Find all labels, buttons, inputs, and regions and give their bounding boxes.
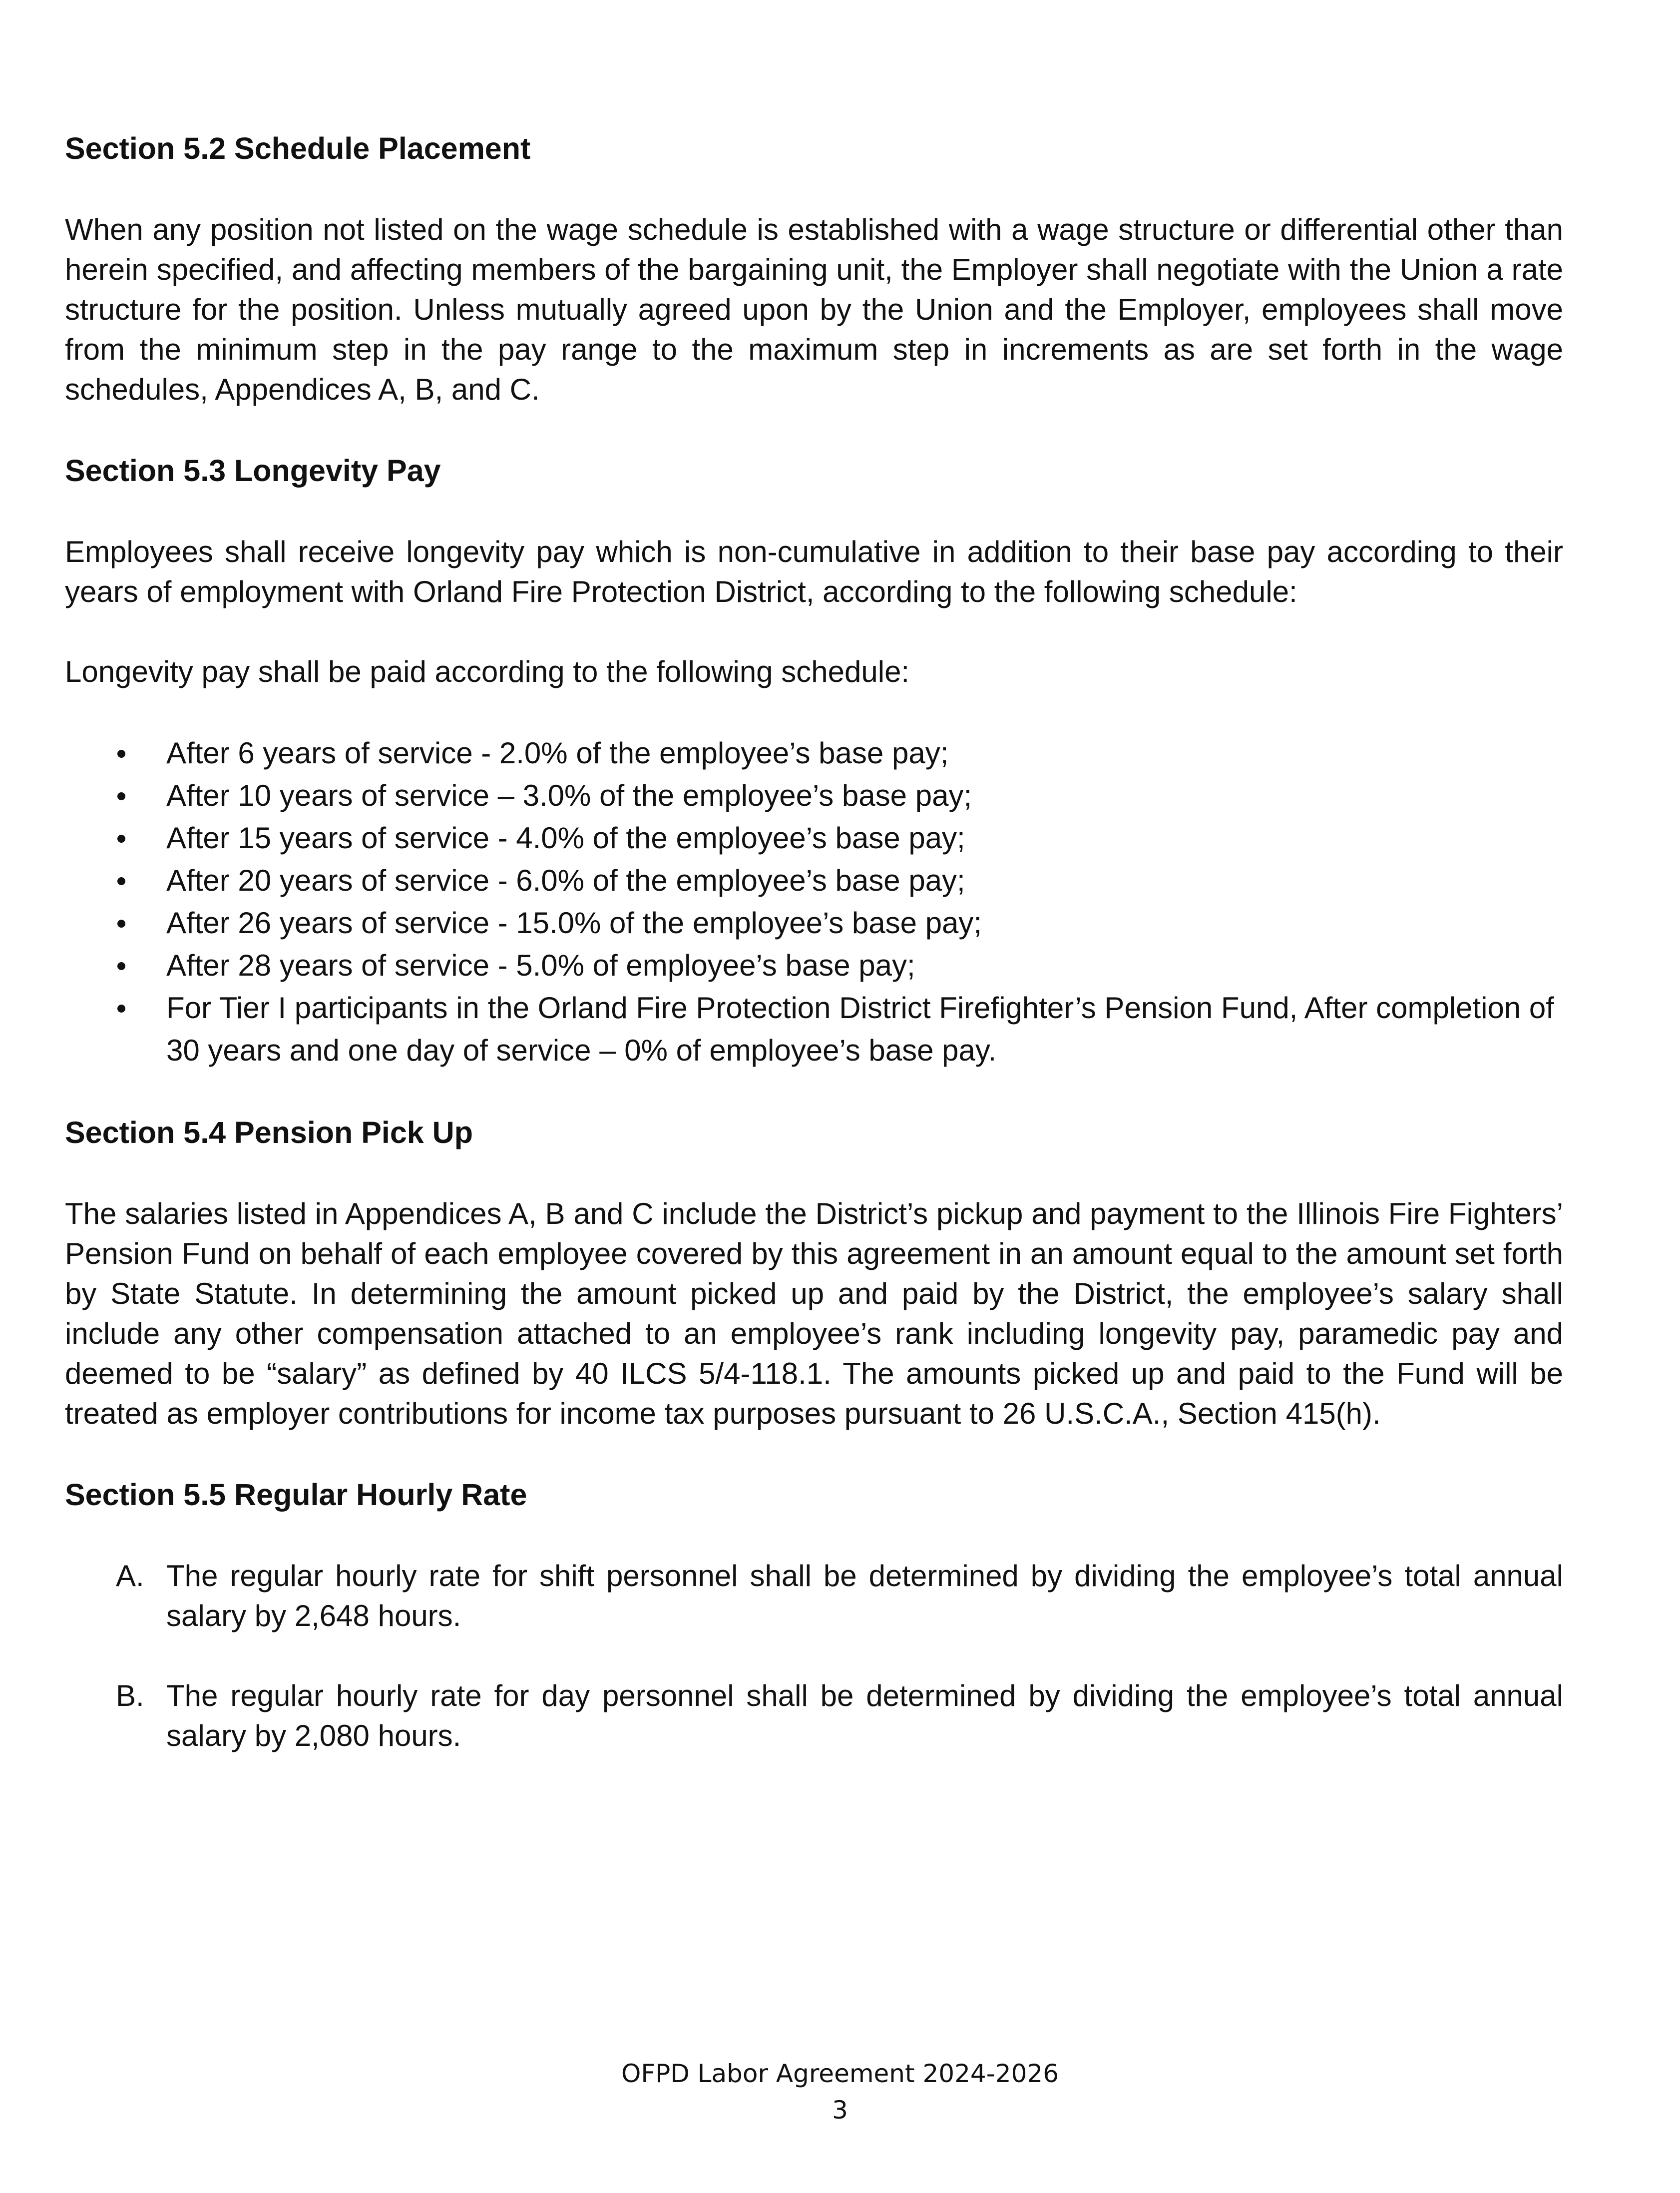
footer-title: OFPD Labor Agreement 2024-2026 bbox=[621, 2059, 1059, 2088]
bullet-icon bbox=[117, 962, 125, 970]
list-item-text: After 26 years of service - 15.0% of the employee’s base pay; bbox=[166, 906, 982, 940]
section-5-4-heading: Section 5.4 Pension Pick Up bbox=[65, 1115, 473, 1149]
page-number: 3 bbox=[832, 2096, 848, 2125]
section-5-2-heading: Section 5.2 Schedule Placement bbox=[65, 131, 531, 165]
list-item bbox=[65, 944, 1563, 987]
section-5-3-intro: Longevity pay shall be paid according to the following schedule: bbox=[65, 655, 910, 688]
section-5-3-paragraph: Employees shall receive longevity pay which is non-cumulative in addition to their base pay according to their years of employment with Orland Fire Protection District, according to the following schedule: bbox=[65, 535, 1563, 608]
bullet-icon bbox=[117, 1005, 125, 1013]
list-item-text: After 15 years of service - 4.0% of the employee’s base pay; bbox=[166, 821, 965, 855]
list-marker: A. bbox=[116, 1559, 144, 1593]
list-item-text: After 6 years of service - 2.0% of the employee’s base pay; bbox=[166, 736, 949, 770]
list-item-text: The regular hourly rate for shift personnel shall be determined by dividing the employee’s total annual salary by 2,648 hours. bbox=[166, 1559, 1563, 1633]
hourly-rate-list bbox=[65, 1556, 1563, 1756]
list-item bbox=[65, 902, 1563, 944]
section-5-5-heading: Section 5.5 Regular Hourly Rate bbox=[65, 1478, 527, 1512]
bullet-icon bbox=[117, 792, 125, 800]
list-item bbox=[65, 1676, 1563, 1756]
bullet-icon bbox=[117, 835, 125, 843]
list-item-text: After 28 years of service - 5.0% of employee’s base pay; bbox=[166, 949, 915, 982]
list-item bbox=[65, 987, 1563, 1072]
section-5-4-paragraph: The salaries listed in Appendices A, B and C include the District’s pickup and payment to the Illinois Fire Fighters’ Pension Fund on behalf of each employee covered by this agreement in an amount equal to the amount set forth by State Statute. In determining the amount picked up and paid by the District, the employee’s salary shall include any other compensation attached to an employee’s rank including longevity pay, paramedic pay and deemed to be “salary” as defined by 40 ILCS 5/4-118.1. The amounts picked up and paid to the Fund will be treated as employer contributions for income tax purposes pursuant to 26 U.S.C.A., Section 415(h). bbox=[65, 1197, 1563, 1430]
list-item bbox=[65, 774, 1563, 817]
document-body bbox=[65, 127, 1563, 1756]
list-item-text: After 20 years of service - 6.0% of the employee’s base pay; bbox=[166, 864, 965, 897]
list-item bbox=[65, 817, 1563, 859]
section-5-2-paragraph: When any position not listed on the wage schedule is established with a wage structure or differential other than herein specified, and affecting members of the bargaining unit, the Employer shall negotiate with the Union a rate structure for the position. Unless mutually agreed upon by the Union and the Employer, employees shall move from the minimum step in the pay range to the maximum step in increments as are set forth in the wage schedules, Appendices A, B, and C. bbox=[65, 213, 1563, 406]
bullet-icon bbox=[117, 877, 125, 885]
list-item bbox=[65, 1556, 1563, 1636]
list-item-text: After 10 years of service – 3.0% of the employee’s base pay; bbox=[166, 779, 972, 812]
bullet-icon bbox=[117, 920, 125, 928]
section-5-3-heading: Section 5.3 Longevity Pay bbox=[65, 454, 441, 488]
list-item bbox=[65, 859, 1563, 902]
list-item-text: For Tier I participants in the Orland Fire Protection District Firefighter’s Pension Fund, After completion of 30 years and one day of service – 0% of employee’s base pay. bbox=[166, 991, 1554, 1067]
list-item bbox=[65, 732, 1563, 774]
list-item-text: The regular hourly rate for day personnel shall be determined by dividing the employee’s total annual salary by 2,080 hours. bbox=[166, 1679, 1563, 1752]
bullet-icon bbox=[117, 750, 125, 758]
longevity-schedule-list bbox=[65, 732, 1563, 1072]
list-marker: B. bbox=[116, 1679, 144, 1712]
